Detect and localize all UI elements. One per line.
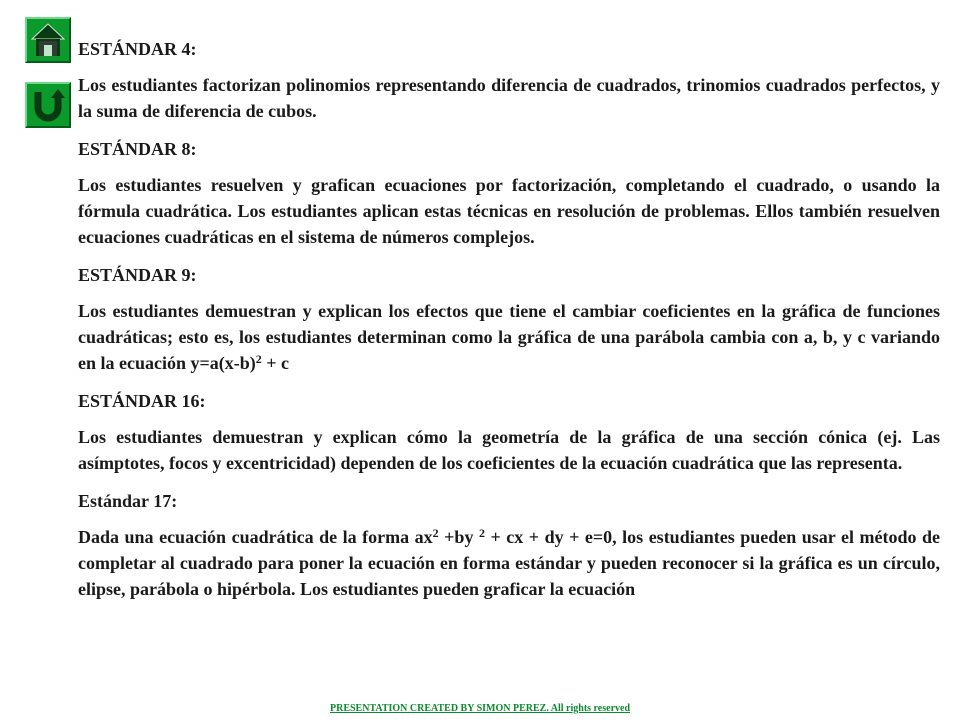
home-button[interactable] <box>25 17 71 63</box>
section-text: Los estudiantes demuestran y explican cómo la geometría de la gráfica de una sección cónica (ej. Las asímptotes, focos y excentricidad) dependen de los coeficientes de la ecuación cuadrática que las representa. <box>78 427 940 473</box>
exponent: 2 <box>432 526 439 540</box>
text-segment: + c <box>261 353 289 373</box>
home-icon <box>29 21 67 59</box>
text-segment: Dada una ecuación cuadrática de la forma ax <box>78 527 433 547</box>
return-arrow-icon <box>29 86 67 124</box>
standards-content <box>78 36 940 614</box>
footer-credit-link[interactable]: PRESENTATION CREATED BY SIMON PEREZ. All rights reserved <box>329 703 631 714</box>
section-text: Los estudiantes factorizan polinomios representando diferencia de cuadrados, trinomios cuadrados perfectos, y la suma de diferencia de cubos. <box>78 75 940 121</box>
text-segment: Los estudiantes demuestran y explican los efectos que tiene el cambiar coeficientes en la gráfica de funciones cuadráticas; esto es, los estudiantes determinan como la gráfica de una parábola cambia con a, b, y c variando en la ecuación y=a(x-b) <box>78 301 940 373</box>
section-text <box>78 298 940 376</box>
section-heading: ESTÁNDAR 9: <box>78 265 197 285</box>
exponent: 2 <box>478 526 485 540</box>
footer <box>0 703 960 714</box>
section-heading: ESTÁNDAR 4: <box>78 39 197 59</box>
section-heading: Estándar 17: <box>78 491 178 511</box>
section-heading: ESTÁNDAR 16: <box>78 391 206 411</box>
section-heading: ESTÁNDAR 8: <box>78 139 197 159</box>
section-text: Los estudiantes resuelven y grafican ecuaciones por factorización, completando el cuadrado, o usando la fórmula cuadrática. Los estudiantes aplican estas técnicas en resolución de problemas. Ellos también resuelven ecuaciones cuadráticas en el sistema de números complejos. <box>78 175 940 247</box>
exponent: 2 <box>255 352 262 366</box>
section-text <box>78 524 940 602</box>
back-button[interactable] <box>25 82 71 128</box>
text-segment: + cx + dy + e=0, los estudiantes pueden usar el método de completar al cuadrado para poner la ecuación en forma estándar y pueden reconocer si la gráfica es un círculo, elipse, parábola o hipérbola. Los estudiantes pueden graficar la ecuación <box>78 527 941 599</box>
text-segment: +by <box>438 527 479 547</box>
